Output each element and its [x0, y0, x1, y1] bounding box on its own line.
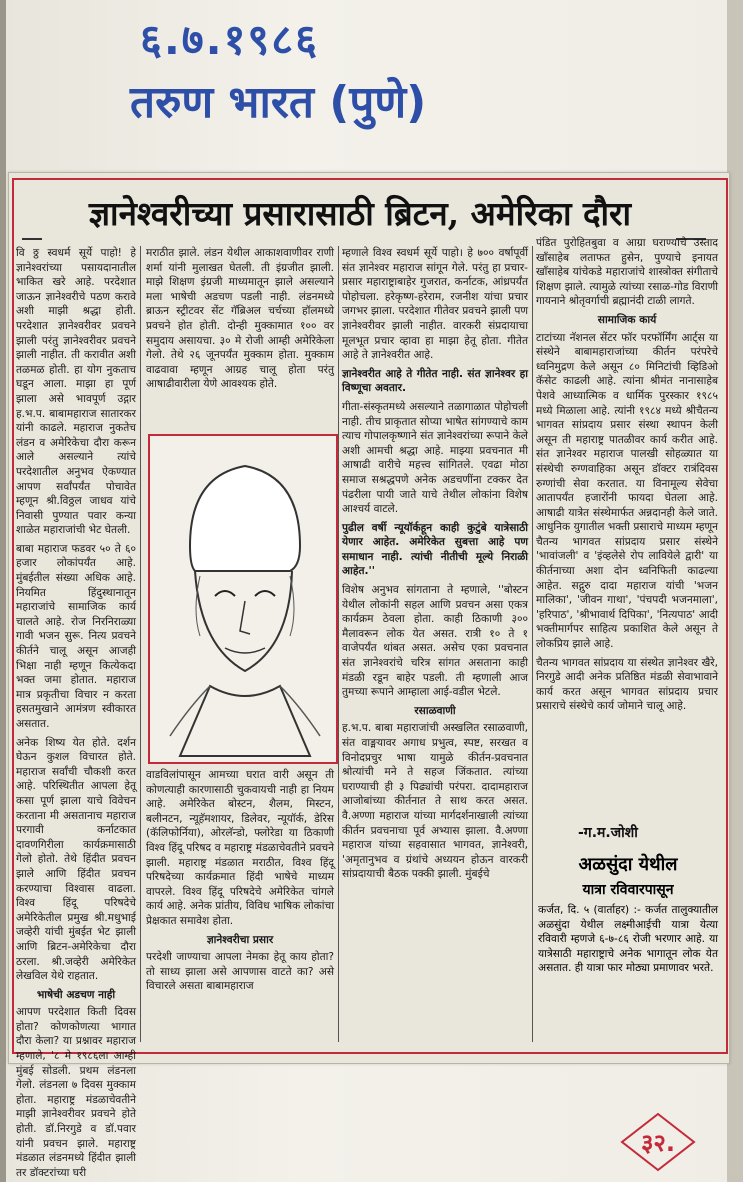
page-number: ३२. [640, 1129, 676, 1157]
column-4 [536, 236, 718, 816]
subheading-sweet-speech: रसाळवाणी [414, 704, 456, 717]
headline: ज्ञानेश्वरीच्या प्रसारासाठी ब्रिटन, अमेरिका दौरा [88, 194, 632, 233]
column-3-paragraph: ह.भ.प. बाबा महाराजांची अस्खलित रसाळवाणी, संत वाङ्मयावर अगाध प्रभुत्व, स्पष्ट, सरखत व विनोदप्रचुर भाषा यामुळे कीर्तन-प्रवचनात श्रोत्यांची मने ते सहज जिंकतात. त्यांच्या घराण्याची ही ३ पिढ्यांची परंपरा. दादामहाराज आजोबांच्या कीर्तनात ते साथ करत असत. वै.अण्णा महाराज यांच्या मार्गदर्शनाखाली त्यांच्या कीर्तन प्रवचनाचा पूर्व अभ्यास झाला. वै.अण्णा महाराज यांच्या सहवासात भागवत, ज्ञानेश्वरी, 'अमृतानुभव व ग्रंथांचे अध्ययन होऊन वारकरी सांप्रदायाची बैठक पक्की झाली. मुंबईचे [342, 722, 528, 881]
portrait-sketch [148, 434, 338, 764]
column-2-paragraph: मराठीत झाले. लंडन येथील आकाशवाणीवर राणी शर्मा यांनी मुलाखत घेतली. ती इंग्रजीत झाली. माझे शिक्षण इंग्रजी माध्यमातून झाले असल्याने मला भाषेची अडचण पडली नाही. लंडनमध्ये ब्राऊन स्ट्रीटवर सेंट गॅब्रिअल चर्चच्या हॉलमध्ये प्रवचने होत होती. दोन्ही मुक्कामात १०० वर समुदाय असायचा. ३० मे रोजी आम्ही अमेरिकेला गेलो. तेथे २६ जूनपर्यंत मुक्काम होता. मुक्काम वाढवावा म्हणून आग्रह चालू होता परंतु आषाढीवारीला येणे आवश्यक होते. [146, 247, 334, 391]
author-byline: -ग.म.जोशी [578, 825, 638, 841]
subheading-social-work: सामाजिक कार्य [597, 313, 657, 326]
column-3 [342, 246, 528, 1042]
column-1-paragraph: बाबा महाराज फडवर ५० ते ६० हजार लोकांपर्यंत आहे. मुंबईतील संख्या अधिक आहे. नियमित हिंदुस्थानातून महाराजांचे सामाजिक कार्य चालते आहे. रोज निरनिराळ्या गावी भजन सुरू. नित्य प्रवचने कीर्तने चालू असून आजही भिक्षा नाही म्हणून कित्येकदा भक्त जमा होतात. महाराज मात्र प्रकृतीचा विचार न करता हसतमुखाने आमंत्रण स्वीकारत असतात. [16, 542, 136, 730]
news-brief-body: कर्जत, दि. ५ (वार्ताहर) :- कर्जत तालुक्यातील अळसुंदा येथील लक्ष्मीआईची यात्रा येत्या रविवारी म्हणजे ६-७-८६ रोजी भरणार आहे. या यात्रेसाठी महाराष्ट्राचे अनेक भागातून लोक येत असतात. ही यात्रा फार मोठ्या प्रमाणावर भरते. [538, 904, 718, 975]
handwritten-date: ६.७.१९८६ [140, 15, 319, 64]
column-4-paragraph: चैतन्य भागवत सांप्रदाय या संस्थेत ज्ञानेश्वर खैरे, निरगुडे आदी अनेक प्रतिष्ठित मंडळी सेवाभावाने कार्य करत असून भागवत सांप्रदाय प्रचार प्रसाराचे संस्थेचे कार्य जोमाने चालू आहे. [536, 656, 718, 713]
page-number-stamp [620, 1112, 696, 1172]
column-divider [532, 246, 533, 1042]
handwritten-newspaper-name: तरुण भारत (पुणे) [130, 77, 427, 128]
column-3-bold-quote: पुढील वर्षी न्यूयॉर्कहून काही कुटुंबे यात्रेसाठी येणार आहेत. अमेरिकेत सुबत्ता आहे पण समाधान नाही. त्यांची नीतीची मूल्ये निराळी आहेत.'' [342, 521, 528, 578]
column-2-bottom [146, 768, 334, 1044]
portrait-drawing [150, 436, 336, 762]
column-2-top [146, 246, 334, 430]
subheading-propagation: ज्ञानेश्वरीचा प्रसार [206, 933, 274, 946]
column-1-paragraph: वि ठ्ठ स्वधर्म सूर्ये पाहो! हे ज्ञानेश्वरांच्या पसायदानातील भाकित खरे आहे. परदेशात जाऊन ज्ञानेश्वरीचे पठण करावे अशी माझी श्रद्धा होती. परदेशात ज्ञानेश्वरीवर प्रवचने झाली परंतु ज्ञानेश्वरीवर प्रवचने झाली नाहीत. ती करावीत अशी तळमळ होती. हा योग नुकताच घडून आला. माझा हा पूर्ण झाला असे भावपूर्ण उद्गार ह.भ.प. बाबामहाराज सातारकर यांनी काढले. महाराज नुकतेच लंडन व अमेरिकेचा दौरा करून आले असल्याने त्यांचे परदेशातील अनुभव ऐकण्यात आपण सर्वांपर्यंत पोचावेत म्हणून श्री.विठ्ठल जाधव यांचे निवासी पुण्यात पवार कन्या शाळेत महाराजांची भेट घेतली. [16, 247, 136, 537]
binding-edge [0, 0, 6, 1182]
column-3-paragraph: म्हणाले विश्व स्वधर्म सूर्ये पाहो। हे ७०० वर्षापूर्वी संत ज्ञानेश्वर महाराज सांगून गेले. परंतु हा प्रचार-प्रसार महाराष्ट्राबाहेर गुजरात, कर्नाटक, आंध्रपर्यंत पोहोचला. हरेकृष्ण-हरेराम, रजनीश यांचा प्रचार जगभर झाला. परदेशात गीतेवर प्रवचने झाली पण ज्ञानेश्वरीवर झाली नाहीत. वारकरी संप्रदायाचा मूलभूत प्रचार व्हावा हा माझा हेतू होता. गीतेत आहे ते ज्ञानेश्वरीत आहे. [342, 247, 528, 362]
column-2-paragraph: वाडविलांपासून आमच्या घरात वारी असून ती कोणत्याही कारणासाठी चुकवायची नाही हा नियम आहे. अमेरिकेत बोस्टन, शैलम, मिस्टन, बलीनटन, न्यूहॅमशायर, डिलेवर, न्यूयॉर्क, डेरिस (कॅलिफोर्निया), ओरलॅन्डो, फ्लोरेडा या ठिकाणी विश्व हिंदू परिषद व महाराष्ट्र मंडळाचेवतीने प्रवचने झाली. महाराष्ट्र मंडळात मराठीत, विश्व हिंदू परिषदेच्या कार्यक्रमात हिंदी भाषेचे माध्यम वापरले. विश्व हिंदू परिषदेचे अमेरिकेत चांगले कार्य आहे. अनेक प्रांतीय, विविध भाषिक लोकांचा प्रेक्षकात समावेश होता. [146, 769, 334, 927]
column-3-paragraph: गीता-संस्कृतमध्ये असल्याने तळागाळात पोहोचली नाही. तीच प्राकृतात सोप्या भाषेत सांगण्याचे काम त्याच गोपालकृष्णाने संत ज्ञानेश्वरांच्या रूपाने केले अशी आमची श्रद्धा आहे. माझ्या प्रवचनात मी आषाढी वारीचे महत्त्व सांगितले. एवढा मोठा समाज सश्रद्धपणे अनेक अडचणींना टक्कर देत पंढरीला पायी जाते याचे तेथील लोकांना विशेष आश्चर्य वाटले. [342, 400, 528, 516]
column-1-paragraph: आपण परदेशात किती दिवस होता? कोणकोणत्या भागात दौरा केला? या प्रश्नावर महाराज म्हणाले, '८ मे १९८६ला आम्ही मुंबई सोडली. प्रथम लंडनला गेलो. लंडनला ७ दिवस मुक्काम होता. महाराष्ट्र मंडळाचेवतीने माझी ज्ञानेश्वरीवर प्रवचने होते होती. डॉ.निरगुडे व डॉ.पवार यांनी प्रवचन झाले. महाराष्ट्र मंडळात लंडनमध्ये हिंदीत झाली तर डॉक्टरांच्या घरी [16, 1006, 136, 1179]
column-1-paragraph: अनेक शिष्य येत होते. दर्शन घेऊन कुशल विचारत होते. महाराज सर्वांची चौकशी करत आहे. परिस्थितीत आपला हेतू कसा पूर्ण झाला याचे विवेचन करताना मी असतानाच महाराज परगावी कर्नाटकात दावणगिरीला कार्यक्रमासाठी गेलो होतो. तेथे हिंदीत प्रवचन झाले आणि हिंदीत प्रवचन करण्याचा विश्वास वाढला. विश्व हिंदू परिषदेचे अमेरिकेतील प्रमुख श्री.मधुभाई जव्हेरी यांची मुंबईत भेट झाली आणि ब्रिटन-अमेरिकेचा दौरा ठरला. श्री.जव्हेरी अमेरिकेत लेखविल येथे राहतात. [16, 736, 136, 983]
column-4-paragraph: टाटांच्या नॅशनल सेंटर फॉर परफॉर्मिंग आर्ट्स या संस्थेने बाबामहाराजांच्या कीर्तन परंपरेचे ध्वनिमुद्रण केले असून ८० मिनिटांची व्हिडिओ कॅसेट काढली आहे. त्यांना श्रीमंत नानासाहेब पेशवे आध्यात्मिक व धार्मिक पुरस्कार १९८५ मध्ये मिळाला आहे. त्यांनी १९८४ मध्ये श्रीचैतन्य भागवत सांप्रदाय प्रसार संस्था स्थापन केली असून ती महाराष्ट्र पातळीवर कार्य करीत आहे. संत ज्ञानेश्वर महाराज पालखी सोहळ्यात या संस्थेची रुग्णवाहिका असून डॉक्टर रात्रंदिवस रुग्णांची सेवा करतात. या विनामूल्य सेवेचा आतापर्यंत हजारोंनी फायदा घेतला आहे. आषाढी यात्रेत संस्थेमार्फत अन्नदानही केले जाते. आधुनिक युगातील भक्ती प्रसाराचे माध्यम म्हणून चैतन्य भागवत सांप्रदाय प्रसार संस्थेने 'भावांजली' व 'इंव्हलेसे रोप लावियेले द्वारी' या कीर्तनाच्या अशा दोन ध्वनिफिती काढल्या आहेत. सद्गुरु दादा महाराज यांची 'भजन मालिका', 'जीवन गाथा', 'पंचपदी भजनमाला', 'हरिपाठ', 'श्रीभावार्थ दिपिका', 'नित्यपाठ' आदी भक्तीमार्गपर साहित्य प्रकाशित केले असून ते लोकप्रिय झाले आहे. [536, 331, 718, 651]
column-1 [16, 246, 136, 1179]
column-2-paragraph: परदेशी जाण्याचा आपला नेमका हेतू काय होता? तो साध्य झाला असे आपणास वाटते का? असे विचारले असता बाबामहाराज [146, 951, 334, 993]
column-3-bold-quote: ज्ञानेश्वरीत आहे ते गीतेत नाही. संत ज्ञानेश्वर हा विष्णूचा अवतार. [342, 367, 528, 395]
column-divider [140, 246, 141, 1042]
news-brief [538, 848, 718, 1028]
column-4-paragraph: पंडित पुरोहितबुवा व आग्रा घराण्याचे उस्ताद खाँसाहेब लताफत हुसेन, पुण्याचे इनायत खाँसाहेब यांचेकडे महाराजांचे शास्त्रोक्त संगीताचे शिक्षण झाले. त्यामुळे त्यांच्या रसाळ-गोड विराणी गायनाने श्रोतृवर्गाची ब्रह्मानंदी टाळी लागते. [536, 237, 718, 308]
column-divider [338, 246, 339, 1042]
column-3-paragraph: विशेष अनुभव सांगताना ते म्हणाले, ''बोस्टन येथील लोकांनी सहल आणि प्रवचन असा एकत्र कार्यक्रम ठेवला होता. काही ठिकाणी ३०० मैलावरून लोक येत असत. रात्री १० ते १ वाजेपर्यंत थांबत असत. असेच एका प्रवचनात संत ज्ञानेश्वरांचे चरित्र सांगत असताना काही मंडळी रडून बाहेर पडली. ती म्हणाली आज तुमच्या रूपाने आम्हाला आई-वडील भेटले. [342, 584, 528, 699]
news-brief-heading: अळसुंदा येथील [578, 854, 678, 875]
news-brief-subheading: यात्रा रविवारपासून [582, 882, 674, 898]
subheading-language: भाषेची अडचण नाही [36, 988, 116, 1001]
